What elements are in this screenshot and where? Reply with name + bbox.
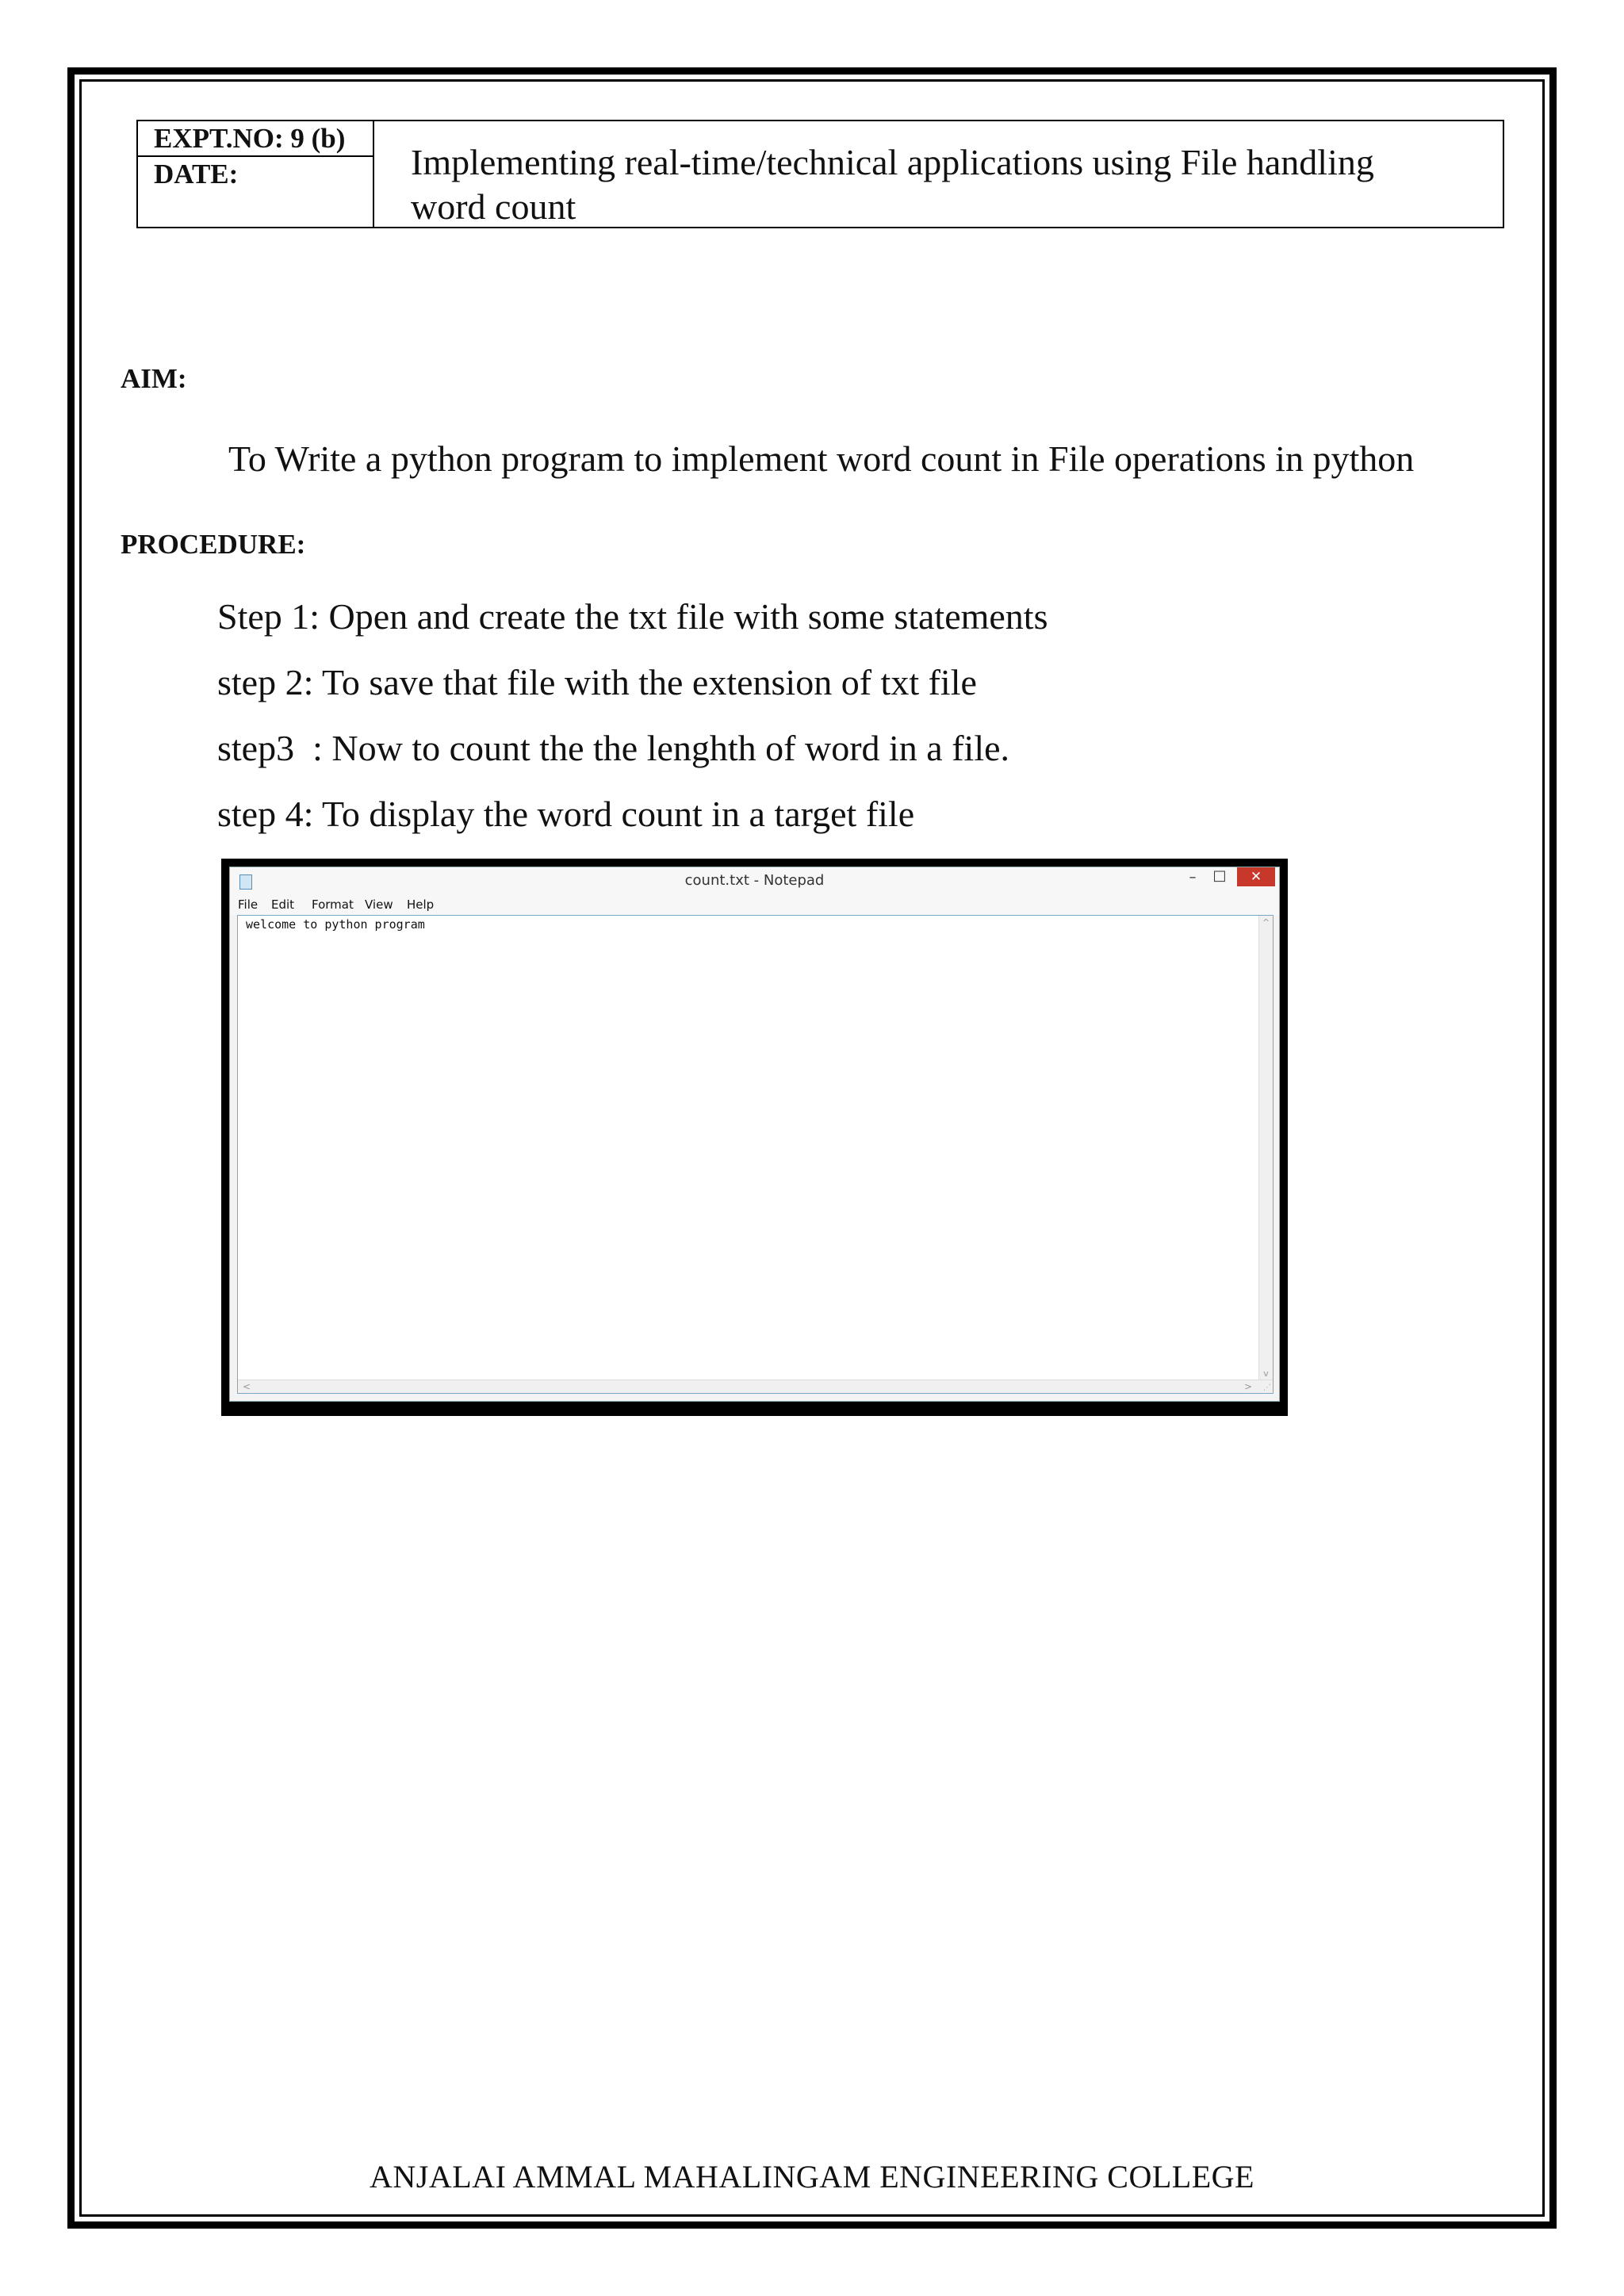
editor-content: welcome to python program	[246, 917, 425, 932]
menu-file[interactable]: File	[238, 897, 259, 912]
window-title: count.txt - Notepad	[684, 872, 825, 889]
procedure-step: step 4: To display the word count in a target file	[217, 794, 915, 834]
resize-grip-icon[interactable]: ⋰	[1263, 1383, 1271, 1392]
aim-text: To Write a python program to implement word count in File operations in python	[228, 438, 1415, 479]
expt-no: EXPT.NO: 9 (b)	[138, 121, 373, 157]
procedure-step: Step 1: Open and create the txt file with some statements	[217, 596, 1048, 637]
experiment-title-line-2: word count	[411, 186, 576, 227]
experiment-header-table	[136, 120, 1504, 228]
header-meta-cell	[138, 121, 374, 227]
maximize-icon[interactable]: □	[1212, 867, 1227, 884]
scroll-up-icon[interactable]: ^	[1262, 917, 1270, 928]
menu-view[interactable]: View	[365, 897, 393, 912]
experiment-title-line-1: Implementing real-time/technical applications using File handling	[411, 142, 1374, 182]
menu-bar	[230, 894, 1279, 915]
vertical-scrollbar[interactable]	[1258, 916, 1273, 1393]
procedure-heading: PROCEDURE:	[121, 529, 306, 560]
scroll-right-icon[interactable]: >	[1243, 1381, 1252, 1392]
scroll-left-icon[interactable]: <	[243, 1381, 251, 1392]
notepad-window	[229, 867, 1280, 1402]
horizontal-scrollbar[interactable]	[238, 1380, 1273, 1393]
procedure-steps	[217, 592, 1048, 855]
aim-heading: AIM:	[121, 363, 187, 394]
close-icon[interactable]: ✕	[1237, 867, 1275, 886]
minimize-icon[interactable]: –	[1189, 869, 1197, 886]
date-label: DATE:	[154, 159, 239, 189]
menu-edit[interactable]: Edit	[271, 897, 295, 912]
menu-help[interactable]: Help	[407, 897, 435, 912]
experiment-title	[411, 140, 1473, 229]
notepad-titlebar[interactable]	[230, 867, 1279, 894]
menu-format[interactable]: Format	[312, 897, 354, 912]
procedure-step: step3 : Now to count the the lenghth of word in a file.	[217, 728, 1010, 768]
procedure-step: step 2: To save that file with the extension of txt file	[217, 662, 977, 702]
scroll-down-icon[interactable]: v	[1263, 1368, 1269, 1379]
college-footer: ANJALAI AMMAL MAHALINGAM ENGINEERING COLLEGE	[370, 2159, 1254, 2195]
text-editor-area[interactable]	[237, 915, 1274, 1394]
notepad-screenshot	[221, 859, 1288, 1416]
